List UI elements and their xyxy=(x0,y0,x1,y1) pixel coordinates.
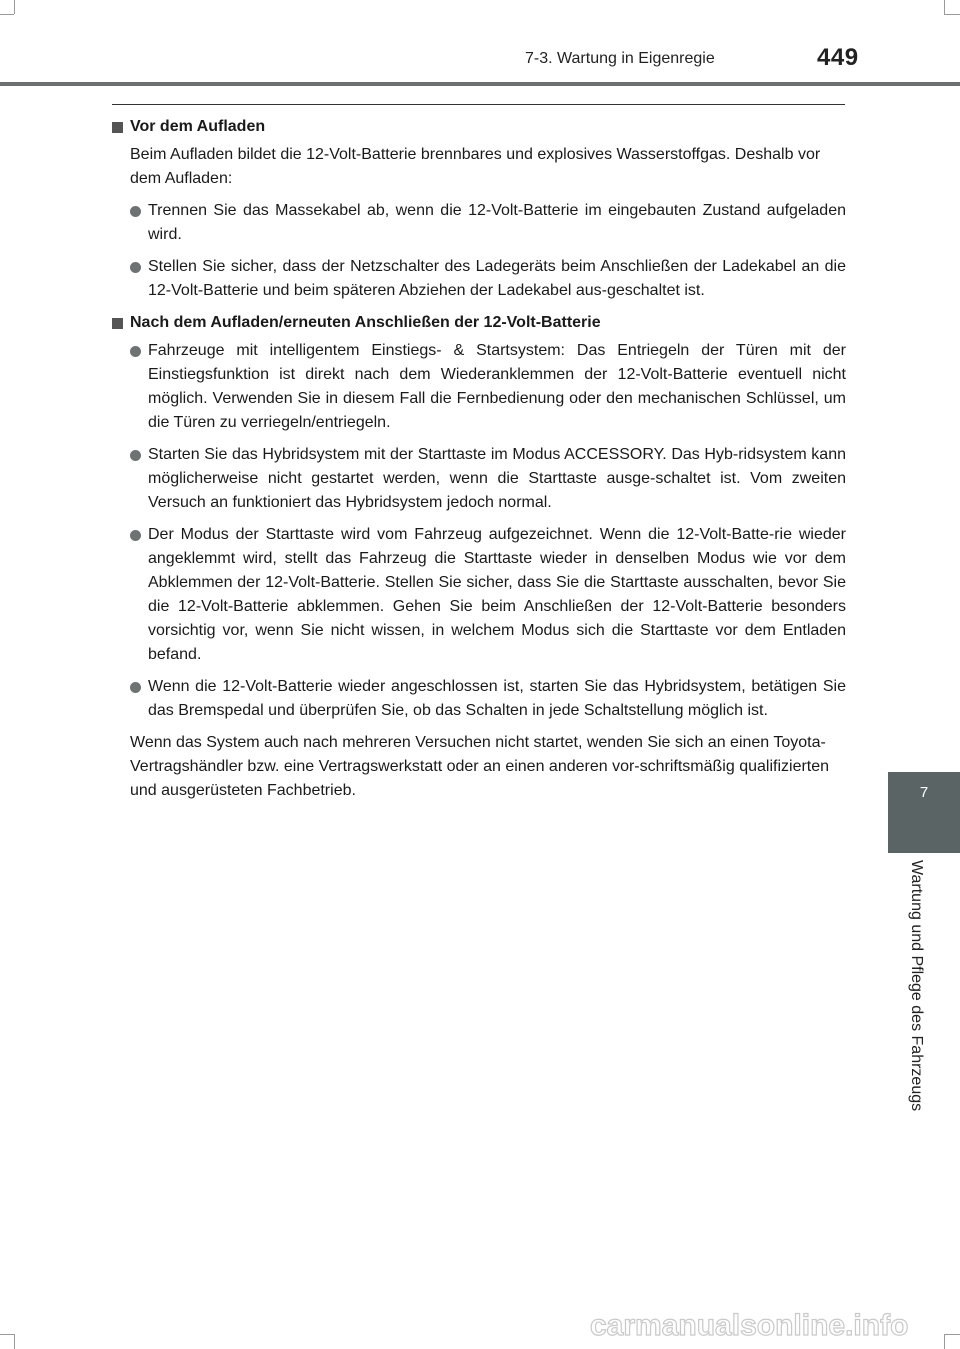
list-item-text: Fahrzeuge mit intelligentem Einstiegs- & Startsystem: Das Entriegeln der Türen mit der Einstiegsfunktion ist direkt nach dem Wiederanklemmen der 12-Volt-Batterie eventuell nicht möglich. Verwenden Sie in diesem Fall die Fernbedienung oder den mechanischen Schlüssel, um die Türen zu verriegeln/entriegeln. xyxy=(148,342,846,431)
bullet-icon xyxy=(130,206,141,217)
list-item xyxy=(112,675,846,723)
svg-text:carmanualsonline.info: carmanualsonline.info xyxy=(590,1309,909,1342)
crop-mark xyxy=(0,1334,14,1335)
content-divider xyxy=(112,104,845,105)
crop-mark xyxy=(14,0,15,14)
section-heading-text: Nach dem Aufladen/erneuten Anschließen der 12-Volt-Batterie xyxy=(130,314,601,331)
crop-mark xyxy=(14,1334,15,1349)
chapter-number: 7 xyxy=(919,784,929,801)
watermark-logo xyxy=(590,1306,935,1346)
bullet-icon xyxy=(130,262,141,273)
list-item xyxy=(112,443,846,515)
crop-mark xyxy=(944,1334,945,1349)
list-item-text: Wenn die 12-Volt-Batterie wieder angeschlossen ist, starten Sie das Hybridsystem, betätigen Sie das Bremspedal und überprüfen Sie, ob das Schalten in jede Schaltstellung möglich ist. xyxy=(148,678,846,719)
list-item-text: Trennen Sie das Massekabel ab, wenn die 12-Volt-Batterie im eingebauten Zustand aufgeladen wird. xyxy=(148,202,846,243)
crop-mark xyxy=(944,1334,960,1335)
list-item xyxy=(112,339,846,435)
list-item-text: Der Modus der Starttaste wird vom Fahrzeug aufgezeichnet. Wenn die 12-Volt-Batte-rie wieder angeklemmt wird, stellt das Fahrzeug die Starttaste wieder in denselben Modus wie vor dem Abklemmen der 12-Volt-Batterie. Stellen Sie sicher, dass Sie die Starttaste ausschalten, bevor Sie die 12-Volt-Batterie abklemmen. Gehen Sie beim Anschließen der 12-Volt-Batterie besonders vorsichtig vor, wenn Sie nicht wissen, in welchem Modus sich die Starttaste vor dem Entladen befand. xyxy=(148,526,846,663)
list-item xyxy=(112,199,846,247)
bullet-icon xyxy=(130,530,141,541)
main-content xyxy=(112,115,846,803)
section-intro: Beim Aufladen bildet die 12-Volt-Batterie brennbares und explosives Wasserstoffgas. Deshalb vor dem Aufladen: xyxy=(130,146,821,187)
bullet-icon xyxy=(130,682,141,693)
bullet-icon xyxy=(130,346,141,357)
crop-mark xyxy=(0,14,14,15)
section-heading-text: Vor dem Aufladen xyxy=(130,118,266,135)
list-item xyxy=(112,255,846,303)
section-heading xyxy=(112,311,846,335)
chapter-title: Wartung und Pflege des Fahrzeugs xyxy=(908,860,925,1112)
chapter-tab[interactable] xyxy=(888,772,960,853)
square-bullet-icon xyxy=(112,318,123,329)
header-bar xyxy=(0,82,960,86)
crop-mark xyxy=(944,14,960,15)
square-bullet-icon xyxy=(112,122,123,133)
section-heading xyxy=(112,115,846,139)
header-section-title: 7-3. Wartung in Eigenregie xyxy=(525,50,715,67)
list-item xyxy=(112,523,846,667)
list-item-text: Stellen Sie sicher, dass der Netzschalter des Ladegeräts beim Anschließen der Ladekabel an die 12-Volt-Batterie und beim späteren Abziehen der Ladekabel aus-geschaltet ist. xyxy=(148,258,846,299)
list-item-text: Starten Sie das Hybridsystem mit der Starttaste im Modus ACCESSORY. Das Hyb-ridsystem kann möglicherweise nicht gestartet werden, wenn die Starttaste ausge-schaltet ist. Vom zweiten Versuch an funktioniert das Hybridsystem jedoch normal. xyxy=(148,446,846,511)
crop-mark xyxy=(944,0,945,14)
closing-paragraph: Wenn das System auch nach mehreren Versuchen nicht startet, wenden Sie sich an einen Toyota-Vertragshändler bzw. eine Vertragswerkstatt oder an einen anderen vor-schriftsmäßig qualifizierten und ausgerüsteten Fachbetrieb. xyxy=(130,734,830,799)
page-number: 449 xyxy=(817,44,859,71)
bullet-icon xyxy=(130,450,141,461)
